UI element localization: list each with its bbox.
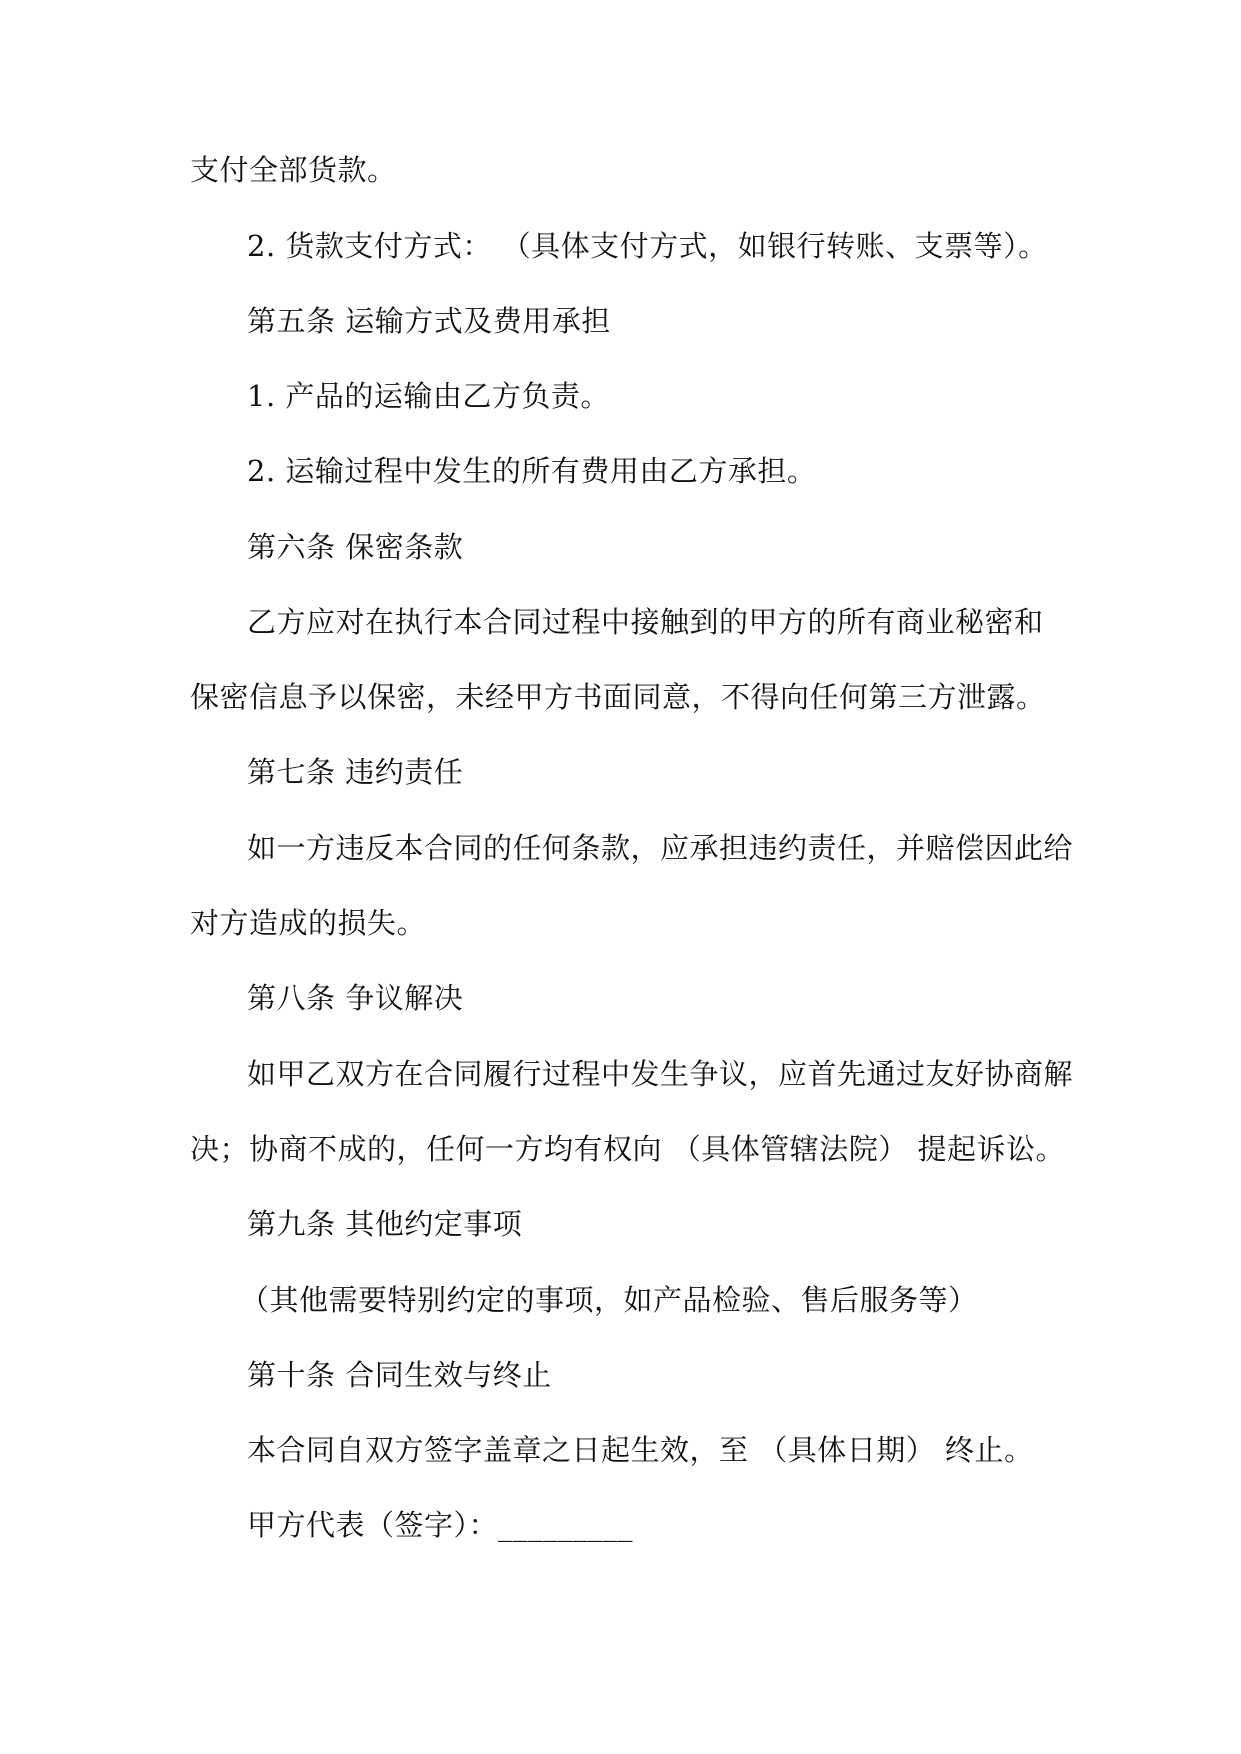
list-item: 2. 运输过程中发生的所有费用由乙方承担。 [247,454,817,488]
placeholder-text: （其他需要特别约定的事项，如产品检验、售后服务等） [240,1283,978,1317]
paragraph-line: 决；协商不成的，任何一方均有权向 （具体管辖法院） 提起诉讼。 [190,1132,1065,1166]
paragraph-line: 保密信息予以保密，未经甲方书面同意，不得向任何第三方泄露。 [190,680,1046,714]
paragraph-line: 乙方应对在执行本合同过程中接触到的甲方的所有商业秘密和 [247,605,1044,639]
paragraph-line: 如一方违反本合同的任何条款，应承担违约责任，并赔偿因此给 [247,831,1074,865]
text-line: 支付全部货款。 [190,153,397,187]
article-heading: 第九条 其他约定事项 [247,1207,523,1241]
article-heading: 第七条 违约责任 [247,755,464,789]
article-heading: 第八条 争议解决 [247,981,464,1015]
article-heading: 第六条 保密条款 [247,530,464,564]
paragraph-line: 本合同自双方签字盖章之日起生效，至 （具体日期） 终止。 [247,1433,1034,1467]
payment-method-clause: 2. 货款支付方式： （具体支付方式，如银行转账、支票等）。 [247,229,1048,263]
list-item: 1. 产品的运输由乙方负责。 [247,379,610,413]
paragraph-line: 如甲乙双方在合同履行过程中发生争议，应首先通过友好协商解 [247,1057,1074,1091]
article-heading: 第十条 合同生效与终止 [247,1358,552,1392]
signature-line: 甲方代表（签字）：_________ [247,1508,634,1542]
article-heading: 第五条 运输方式及费用承担 [247,304,611,338]
paragraph-line: 对方造成的损失。 [190,906,427,940]
